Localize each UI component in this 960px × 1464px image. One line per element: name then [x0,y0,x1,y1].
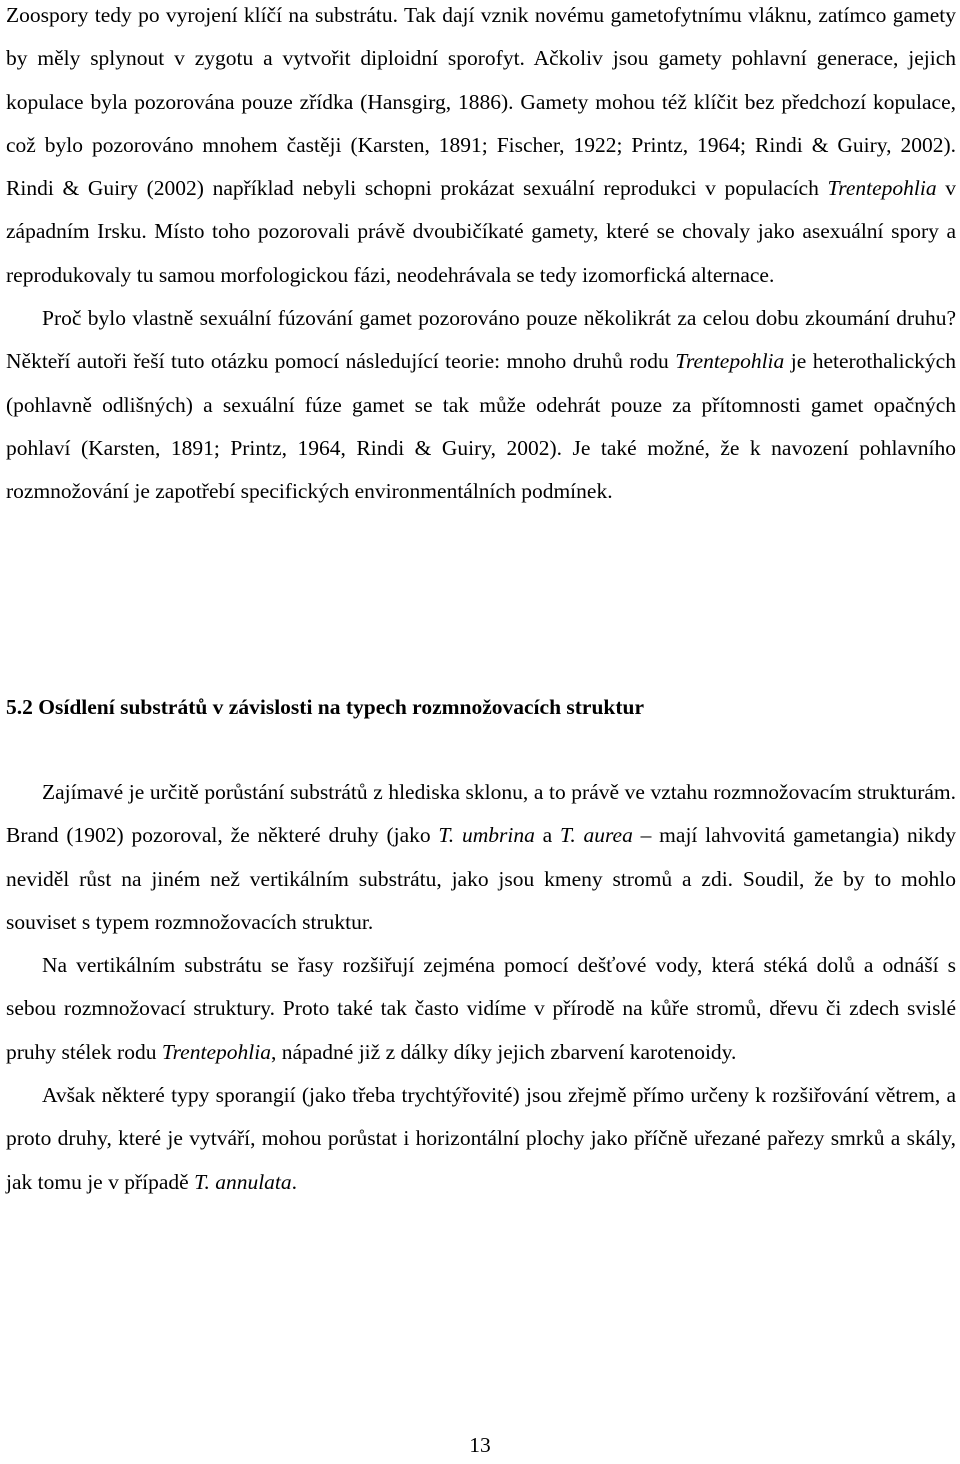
body-text-bottom [6,771,956,1204]
paragraph [6,944,956,1074]
paragraph [6,0,956,297]
paragraph [6,771,956,944]
italic-text-run: T. aurea [559,823,633,848]
text-run: v západním Irsku. Místo toho pozorovali právě dvoubičíkaté gamety, které se chovaly jako asexuální spory a reprodukovaly tu samou morfologickou fázi, neodehrávala se tedy izomorfická alternace. [6,176,957,287]
text-run: – mají lahvovitá gametangia) nikdy neviděl růst na jiném než vertikálním substrátu, jako jsou kmeny stromů a zdi. Soudil, že by to mohlo souviset s typem rozmnožovacích struktur. [6,823,956,934]
text-run: je heterothalických (pohlavně odlišných) a sexuální fúze gamet se tak může odehrát pouze za přítomnosti gamet opačných pohlaví (Karsten, 1891; Printz, 1964, Rindi & Guiry, 2002). Je také možné, že k navození pohlavního rozmnožování je zapotřebí specifických environmentálních podmínek. [6,349,956,504]
text-run: Zajímavé je určitě porůstání substrátů z hlediska sklonu, a to právě ve vztahu rozmnožovacím strukturám. Brand (1902) pozoroval, že některé druhy (jako [6,780,956,848]
italic-text-run: T. umbrina [438,823,535,848]
text-run: Proč bylo vlastně sexuální fúzování gamet pozorováno pouze několikrát za celou dobu zkoumání druhu? Někteří autoři řeší tuto otázku pomocí následující teorie: mnoho druhů rodu [6,306,956,374]
section-number: 5.2 [6,695,33,719]
body-text-top [6,0,956,514]
paragraph [6,297,956,513]
section-title: Osídlení substrátů v závislosti na typech rozmnožovacích struktur [38,695,645,719]
text-run: , nápadné již z dálky díky jejich zbarvení karotenoidy. [270,1039,737,1064]
text-run: Avšak některé typy sporangií (jako třeba trychtýřovité) jsou zřejmě přímo určeny k rozšiřování větrem, a proto druhy, které je vytváří, mohou porůstat i horizontální plochy jako příčně uřezané pařezy smrků a skály, jak tomu je v případě [6,1083,956,1194]
italic-text-run: Trentepohlia [827,176,937,201]
text-run: . [291,1169,298,1194]
text-run: a [534,823,560,848]
italic-text-run: T. annulata [194,1169,292,1194]
section-heading [6,686,956,729]
text-run: Na vertikálním substrátu se řasy rozšiřují zejména pomocí dešťové vody, která stéká dolů a odnáší s sebou rozmnožovací struktury. Proto také tak často vidíme v přírodě na kůře stromů, dřevu či zdech svislé pruhy stélek rodu [6,953,956,1064]
paragraph [6,1074,956,1204]
page-number: 13 [469,1433,491,1457]
italic-text-run: Trentepohlia [675,349,785,374]
text-run: Zoospory tedy po vyrojení klíčí na substrátu. Tak dají vznik novému gametofytnímu vláknu, zatímco gamety by měly splynout v zygotu a vytvořit diploidní sporofyt. Ačkoliv jsou gamety pohlavní generace, jejich kopulace byla pozorována pouze zřídka (Hansgirg, 1886). Gamety mohou též klíčit bez předchozí kopulace, což bylo pozorováno mnohem častěji (Karsten, 1891; Fischer, 1922; Printz, 1964; Rindi & Guiry, 2002). Rindi & Guiry (2002) například nebyli schopni prokázat sexuální reprodukci v populacích [6,3,956,201]
italic-text-run: Trentepohlia [161,1039,271,1064]
